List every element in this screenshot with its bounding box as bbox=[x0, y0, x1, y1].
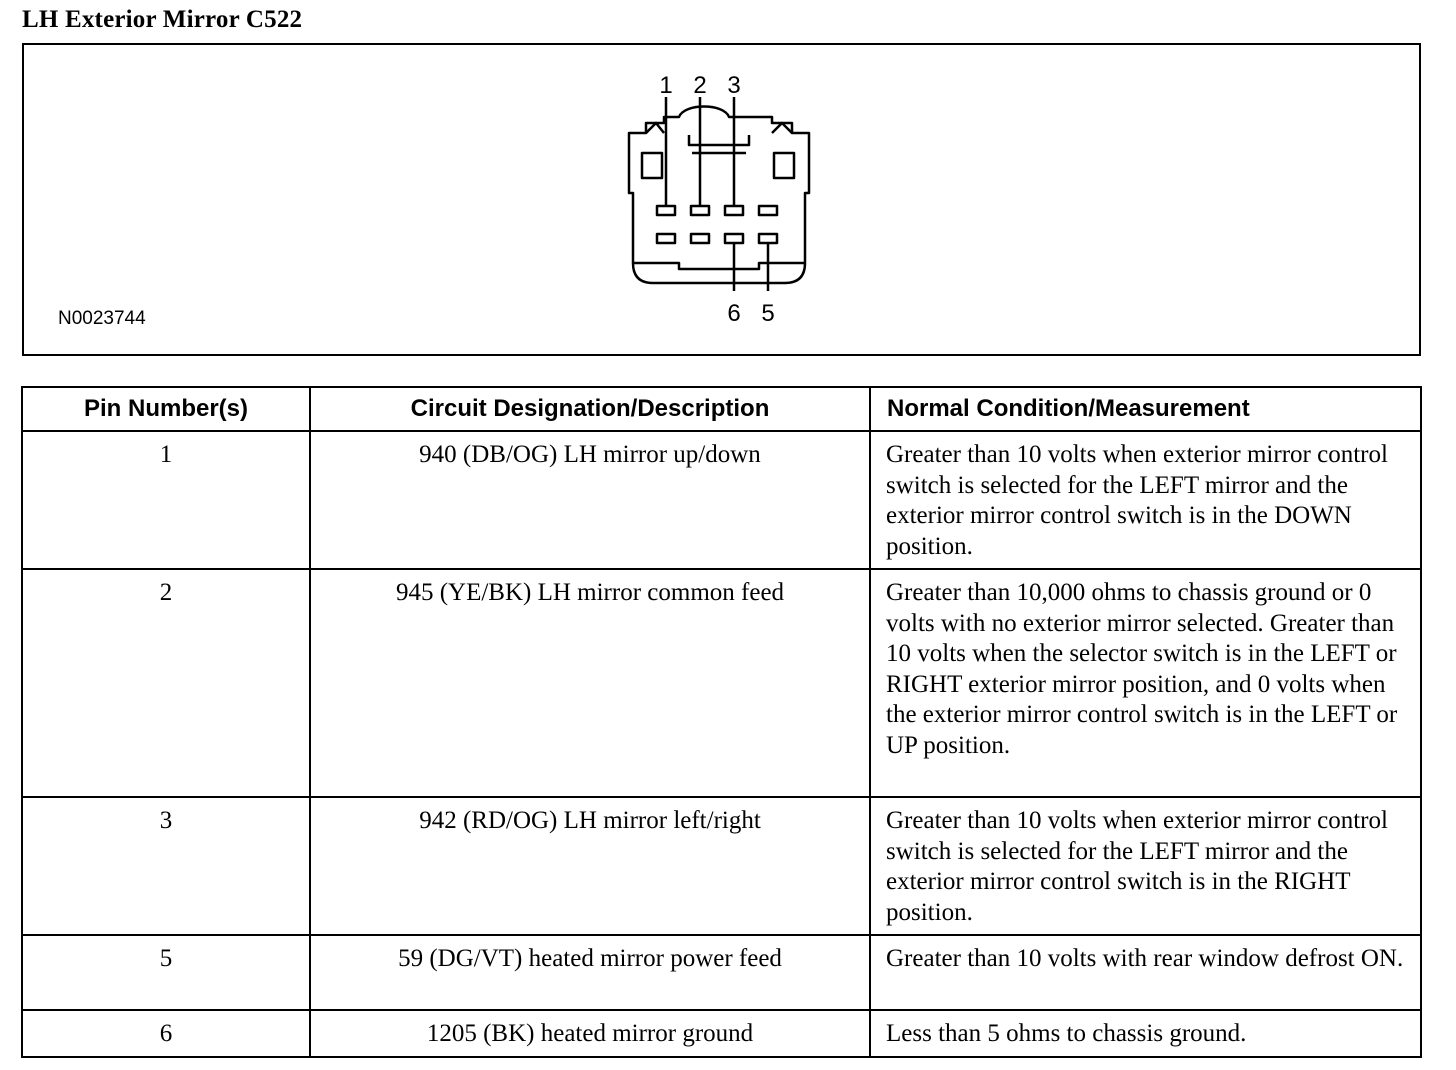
pin-label-5: 5 bbox=[761, 300, 775, 327]
pin-cell: 2 bbox=[22, 569, 310, 797]
connector-body bbox=[629, 107, 809, 284]
pin-label-6: 6 bbox=[727, 300, 741, 327]
right-ear bbox=[772, 123, 792, 133]
circuit-cell: 59 (DG/VT) heated mirror power feed bbox=[310, 935, 870, 1010]
circuit-cell: 945 (YE/BK) LH mirror common feed bbox=[310, 569, 870, 797]
header-pin-number: Pin Number(s) bbox=[22, 387, 310, 431]
condition-cell: Greater than 10 volts when exterior mirror control switch is selected for the LEFT mirror and the exterior mirror control switch is in the DOWN position. bbox=[870, 431, 1421, 569]
table-header-row bbox=[22, 387, 1421, 431]
cavity-8 bbox=[657, 234, 675, 243]
pin-label-1: 1 bbox=[659, 72, 673, 99]
condition-cell: Less than 5 ohms to chassis ground. bbox=[870, 1010, 1421, 1057]
connector-diagram bbox=[24, 45, 1419, 354]
pin-cell: 3 bbox=[22, 797, 310, 935]
table-row bbox=[22, 797, 1421, 935]
header-condition: Normal Condition/Measurement bbox=[870, 387, 1421, 431]
cavity-3 bbox=[725, 206, 743, 215]
cavity-5 bbox=[759, 234, 777, 243]
table-row bbox=[22, 1010, 1421, 1057]
pin-table bbox=[21, 386, 1422, 1058]
circuit-cell: 1205 (BK) heated mirror ground bbox=[310, 1010, 870, 1057]
condition-cell: Greater than 10,000 ohms to chassis ground or 0 volts with no exterior mirror selected. Greater than 10 volts when the selector switch is in the LEFT or RIGHT exterior mirror position, and 0 volts when the exterior mirror control switch is in the LEFT or UP position. bbox=[870, 569, 1421, 797]
cavity-1 bbox=[657, 206, 675, 215]
figure-id: N0023744 bbox=[58, 308, 146, 329]
cavity-7 bbox=[691, 234, 709, 243]
pin-label-2: 2 bbox=[693, 72, 707, 99]
pin-cell: 6 bbox=[22, 1010, 310, 1057]
cavity-6 bbox=[725, 234, 743, 243]
pin-label-3: 3 bbox=[727, 72, 741, 99]
circuit-cell: 940 (DB/OG) LH mirror up/down bbox=[310, 431, 870, 569]
right-window bbox=[774, 153, 794, 178]
table-row bbox=[22, 431, 1421, 569]
table-row bbox=[22, 935, 1421, 1010]
pin-cell: 5 bbox=[22, 935, 310, 1010]
header-circuit: Circuit Designation/Description bbox=[310, 387, 870, 431]
left-window bbox=[642, 153, 662, 178]
pin-cell: 1 bbox=[22, 431, 310, 569]
circuit-cell: 942 (RD/OG) LH mirror left/right bbox=[310, 797, 870, 935]
cavity-2 bbox=[691, 206, 709, 215]
page-title: LH Exterior Mirror C522 bbox=[22, 6, 303, 33]
condition-cell: Greater than 10 volts when exterior mirror control switch is selected for the LEFT mirror and the exterior mirror control switch is in the RIGHT position. bbox=[870, 797, 1421, 935]
cavity-4 bbox=[759, 206, 777, 215]
connector-latch bbox=[689, 135, 749, 145]
condition-cell: Greater than 10 volts with rear window defrost ON. bbox=[870, 935, 1421, 1010]
connector-figure bbox=[22, 43, 1421, 356]
table-row bbox=[22, 569, 1421, 797]
left-ear bbox=[646, 123, 664, 133]
connector-bottom-step bbox=[633, 263, 805, 269]
